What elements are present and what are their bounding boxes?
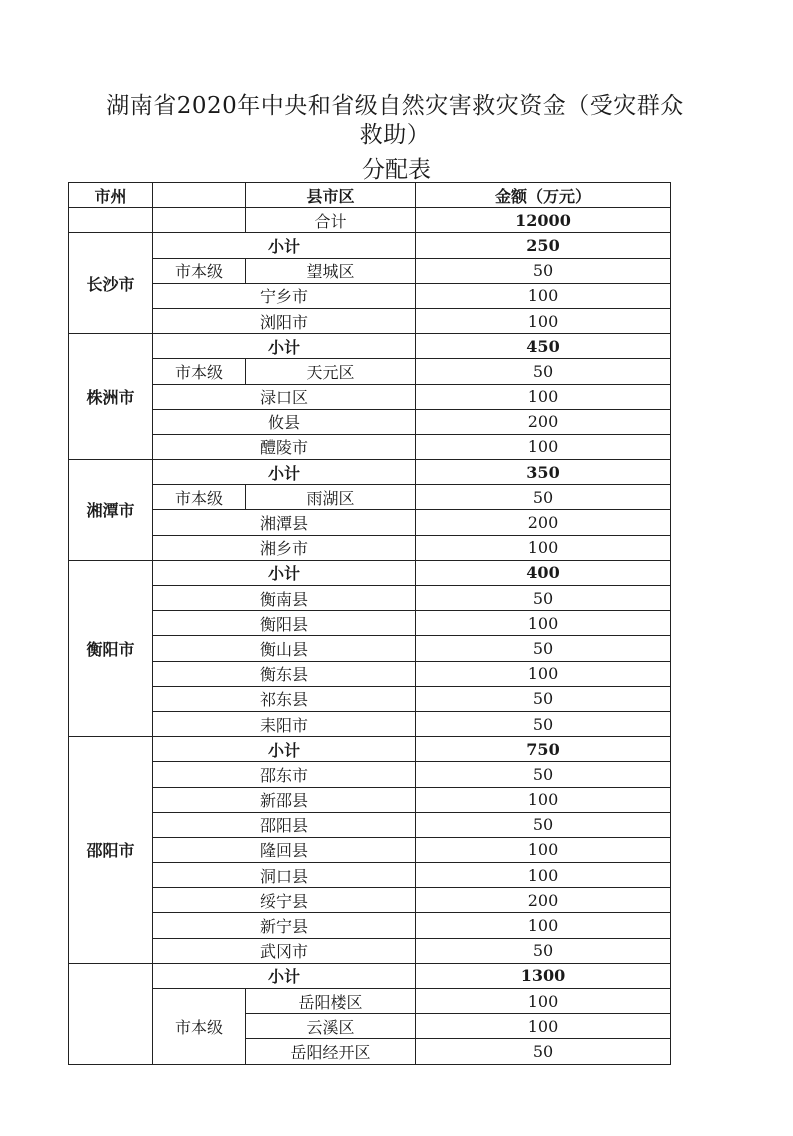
district-name: 岳阳楼区 [246,989,416,1014]
county-row [69,787,671,812]
county-row [69,711,671,736]
county-amount: 50 [416,711,671,736]
city-level-label: 市本级 [153,485,246,510]
county-row [69,762,671,787]
city-name: 衡阳市 [69,560,153,736]
county-row [69,611,671,636]
county-amount: 50 [416,686,671,711]
county-name: 绥宁县 [153,888,416,913]
header-row [69,183,671,208]
county-amount: 100 [416,308,671,333]
city-level-row [69,359,671,384]
county-amount: 100 [416,863,671,888]
county-name: 湘潭县 [153,510,416,535]
county-row [69,535,671,560]
county-row [69,384,671,409]
total-label: 合计 [246,208,416,233]
county-amount: 100 [416,611,671,636]
allocation-table [68,182,671,1065]
page-subtitle: 分配表 [362,157,431,183]
county-row [69,308,671,333]
county-row [69,283,671,308]
city-level-label: 市本级 [153,359,246,384]
subtotal-row [69,460,671,485]
district-amount: 50 [416,485,671,510]
county-name: 祁东县 [153,686,416,711]
county-amount: 200 [416,510,671,535]
subtotal-amount: 400 [416,560,671,585]
district-amount: 100 [416,1014,671,1039]
county-row [69,863,671,888]
subtotal-row [69,737,671,762]
subtotal-label: 小计 [153,233,416,258]
county-amount: 100 [416,535,671,560]
county-row [69,636,671,661]
county-amount: 100 [416,384,671,409]
county-name: 浏阳市 [153,308,416,333]
city-level-label: 市本级 [153,989,246,1065]
allocation-table-body [69,183,671,1065]
city-level-row [69,258,671,283]
county-name: 邵东市 [153,762,416,787]
subtotal-row [69,560,671,585]
city-name: 长沙市 [69,233,153,334]
district-amount: 100 [416,989,671,1014]
county-name: 衡山县 [153,636,416,661]
district-name: 雨湖区 [246,485,416,510]
county-amount: 200 [416,888,671,913]
city-name: 湘潭市 [69,460,153,561]
county-amount: 50 [416,636,671,661]
subtotal-label: 小计 [153,334,416,359]
county-name: 新邵县 [153,787,416,812]
county-row [69,586,671,611]
county-name: 邵阳县 [153,812,416,837]
city-name [69,963,153,1064]
header-amount: 金额（万元） [416,183,671,208]
county-amount: 100 [416,837,671,862]
county-row [69,510,671,535]
county-row [69,888,671,913]
total-blank-2 [153,208,246,233]
subtotal-row [69,233,671,258]
subtotal-row [69,334,671,359]
county-name: 湘乡市 [153,535,416,560]
district-name: 天元区 [246,359,416,384]
page-title [60,92,730,150]
county-name: 隆回县 [153,837,416,862]
city-name: 邵阳市 [69,737,153,964]
subtotal-amount: 1300 [416,963,671,988]
total-row [69,208,671,233]
subtotal-amount: 350 [416,460,671,485]
county-row [69,837,671,862]
county-name: 新宁县 [153,913,416,938]
county-name: 醴陵市 [153,434,416,459]
county-amount: 50 [416,762,671,787]
total-amount: 12000 [416,208,671,233]
title-line-2: 救助） [359,122,431,148]
district-name: 岳阳经开区 [246,1039,416,1064]
county-name: 武冈市 [153,938,416,963]
subtotal-amount: 250 [416,233,671,258]
header-blank [153,183,246,208]
district-amount: 50 [416,258,671,283]
total-blank-1 [69,208,153,233]
city-level-row [69,485,671,510]
subtotal-amount: 750 [416,737,671,762]
city-level-label: 市本级 [153,258,246,283]
header-city: 市州 [69,183,153,208]
county-name: 耒阳市 [153,711,416,736]
county-row [69,913,671,938]
district-name: 望城区 [246,258,416,283]
county-amount: 100 [416,434,671,459]
county-name: 宁乡市 [153,283,416,308]
county-amount: 100 [416,661,671,686]
subtotal-label: 小计 [153,560,416,585]
county-amount: 100 [416,787,671,812]
header-county: 县市区 [246,183,416,208]
district-amount: 50 [416,1039,671,1064]
title-line-1: 湖南省2020年中央和省级自然灾害救灾资金（受灾群众 [106,93,684,119]
county-amount: 50 [416,812,671,837]
county-name: 衡东县 [153,661,416,686]
county-amount: 50 [416,938,671,963]
district-name: 云溪区 [246,1014,416,1039]
city-level-row [69,989,671,1014]
subtotal-amount: 450 [416,334,671,359]
county-row [69,812,671,837]
county-amount: 50 [416,586,671,611]
subtotal-label: 小计 [153,963,416,988]
county-name: 衡阳县 [153,611,416,636]
county-name: 衡南县 [153,586,416,611]
county-amount: 100 [416,913,671,938]
county-row [69,434,671,459]
subtotal-label: 小计 [153,737,416,762]
subtotal-label: 小计 [153,460,416,485]
county-amount: 100 [416,283,671,308]
county-name: 洞口县 [153,863,416,888]
city-name: 株洲市 [69,334,153,460]
county-amount: 200 [416,409,671,434]
subtotal-row [69,963,671,988]
county-name: 攸县 [153,409,416,434]
county-row [69,938,671,963]
county-name: 渌口区 [153,384,416,409]
county-row [69,409,671,434]
district-amount: 50 [416,359,671,384]
county-row [69,661,671,686]
county-row [69,686,671,711]
